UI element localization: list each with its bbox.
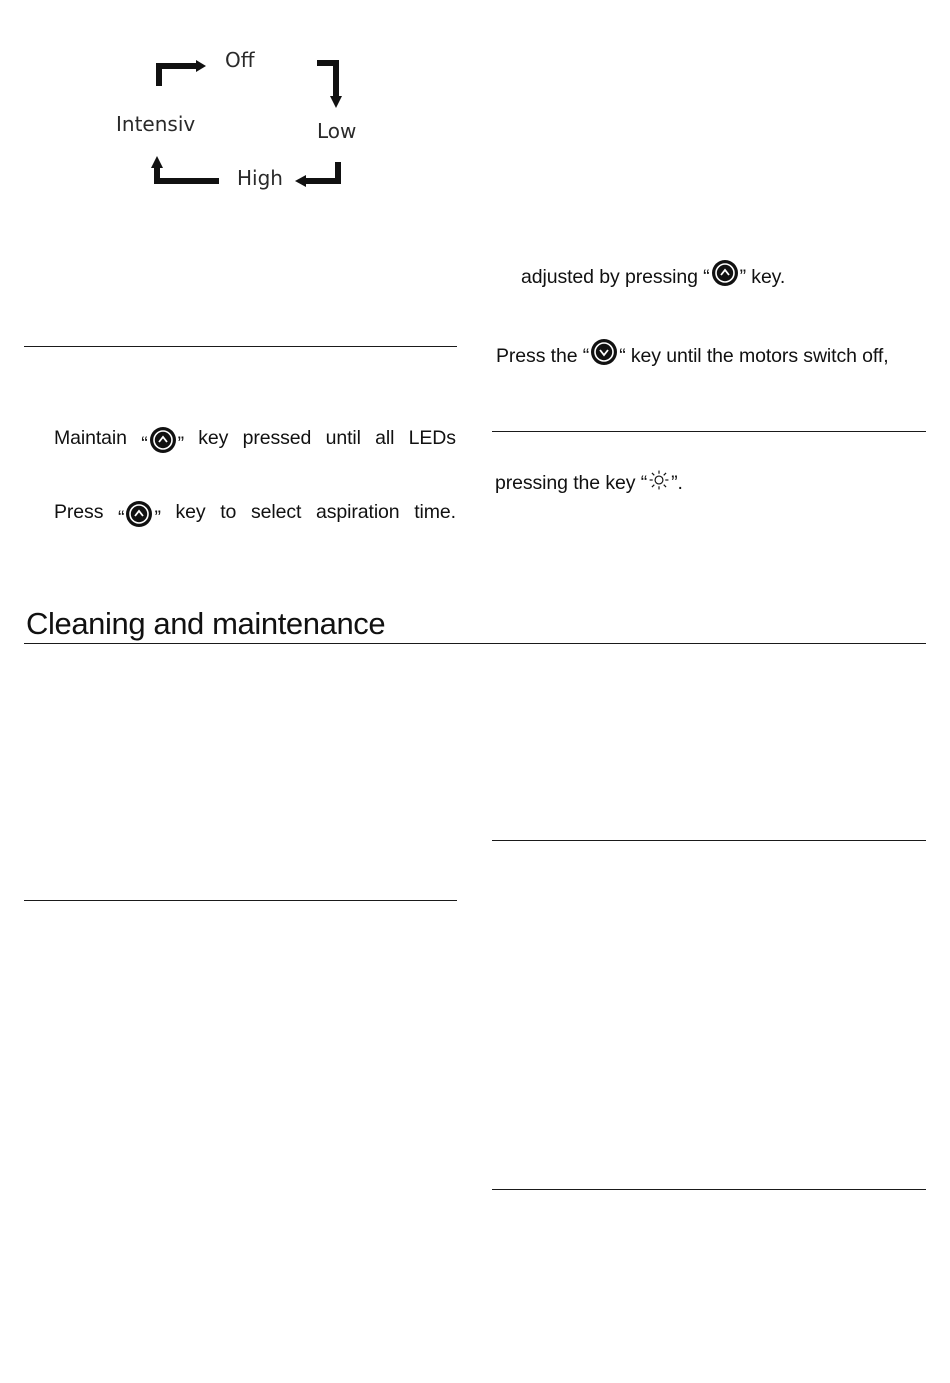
cycle-label-intensive: Intensiv bbox=[116, 112, 196, 136]
maintain-word: until bbox=[325, 427, 361, 449]
cycle-label-off: Off bbox=[225, 48, 255, 72]
maintain-word: Maintain bbox=[54, 427, 127, 449]
cycle-label-low: Low bbox=[317, 119, 357, 143]
aspiration-word: Press bbox=[54, 501, 104, 523]
aspiration-word: time. bbox=[414, 501, 456, 523]
maintain-word: LEDs bbox=[408, 427, 456, 449]
up-arrow-button-icon bbox=[149, 426, 177, 454]
close-quote: ” bbox=[154, 507, 161, 529]
switch-off-text-end: “ key until the motors switch off, bbox=[619, 345, 889, 367]
down-arrow-button-icon bbox=[590, 338, 618, 366]
aspiration-word: key bbox=[175, 501, 206, 523]
aspiration-word: aspiration bbox=[316, 501, 400, 523]
light-text-end: ”. bbox=[671, 472, 683, 494]
aspiration-key-group bbox=[118, 500, 161, 530]
maintain-instruction bbox=[54, 426, 456, 456]
section-divider bbox=[492, 1189, 926, 1190]
up-arrow-button-icon bbox=[125, 500, 153, 528]
adjust-text-end: ” key. bbox=[739, 266, 786, 288]
light-sun-icon bbox=[648, 469, 670, 491]
light-instruction bbox=[495, 469, 683, 495]
light-text-start: pressing the key “ bbox=[495, 472, 648, 494]
adjust-text-start: adjusted by pressing “ bbox=[521, 266, 710, 288]
up-arrow-button-icon bbox=[711, 259, 739, 287]
heading-underline bbox=[24, 643, 926, 644]
aspiration-word: to bbox=[220, 501, 237, 523]
section-divider bbox=[24, 346, 457, 347]
section-divider bbox=[492, 431, 926, 432]
maintain-word: pressed bbox=[242, 427, 312, 449]
cycle-label-high: High bbox=[237, 166, 283, 190]
adjust-instruction bbox=[521, 259, 785, 289]
maintain-word: key bbox=[198, 427, 229, 449]
open-quote: “ bbox=[141, 433, 148, 455]
section-heading: Cleaning and maintenance bbox=[26, 606, 386, 641]
aspiration-word: select bbox=[250, 501, 302, 523]
maintain-word: all bbox=[375, 427, 395, 449]
section-divider bbox=[492, 840, 926, 841]
maintain-key-group bbox=[141, 426, 184, 456]
section-divider bbox=[24, 900, 457, 901]
cycle-arrows-icon bbox=[0, 0, 400, 210]
switch-off-instruction bbox=[496, 338, 889, 368]
switch-off-text-start: Press the “ bbox=[496, 345, 590, 367]
open-quote: “ bbox=[118, 507, 125, 529]
aspiration-time-instruction bbox=[54, 500, 456, 530]
close-quote: ” bbox=[177, 433, 184, 455]
